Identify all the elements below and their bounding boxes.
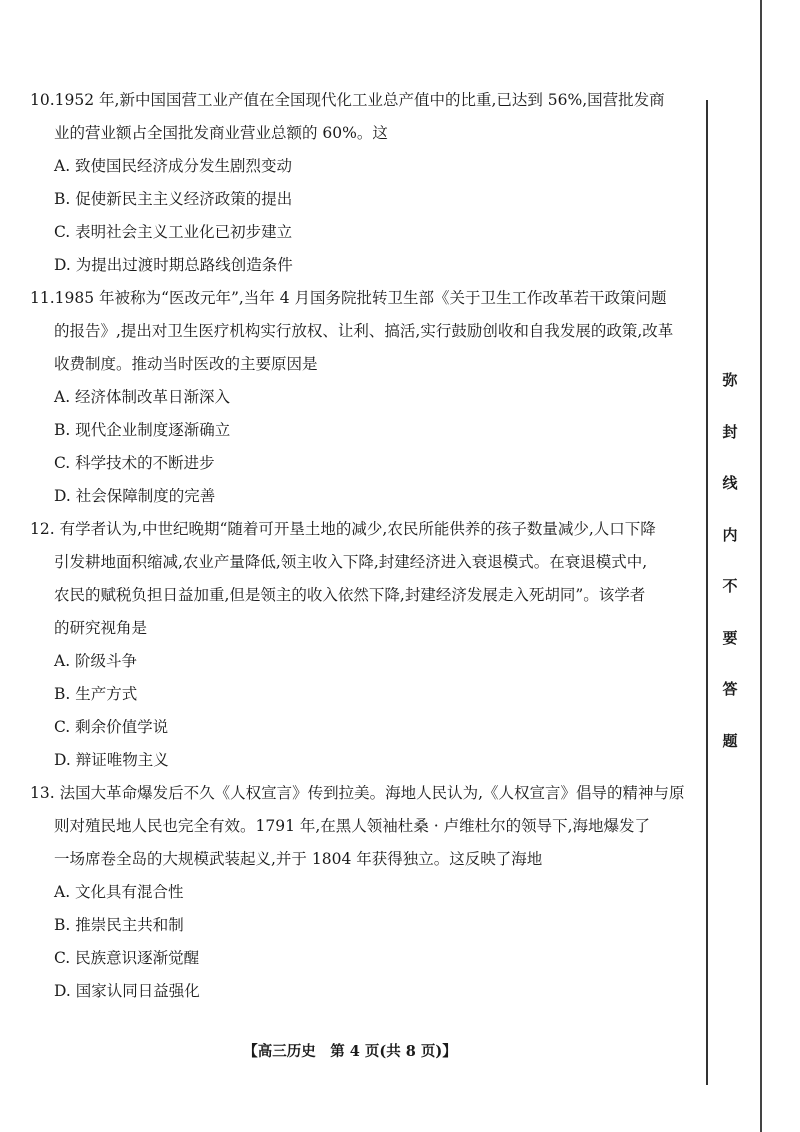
seal-char: 弥 [722,371,738,389]
seal-char: 不 [722,577,738,595]
seal-char: 答 [722,680,738,698]
seal-char: 题 [722,731,738,750]
option-c: C. 科学技术的不断进步 [54,454,215,472]
option-a: A. 经济体制改革日渐深入 [54,388,231,406]
stem-line: 则对殖民地人民也完全有效。1791 年,在黑人领袖杜桑 · 卢维杜尔的领导下,海地爆发了 [54,817,651,835]
option-b: B. 促使新民主主义经济政策的提出 [54,190,293,208]
option-a: A. 文化具有混合性 [54,883,184,901]
stem-line: 12. 有学者认为,中世纪晚期“随着可开垦土地的减少,农民所能供养的孩子数量减少,人口下降 [30,520,656,538]
page-edge-line [760,0,762,1132]
option-a: A. 阶级斗争 [54,652,138,670]
option-c: C. 表明社会主义工业化已初步建立 [54,223,293,241]
stem-line: 收费制度。推动当时医改的主要原因是 [54,355,318,373]
page-footer: 【高三历史 第 4 页(共 8 页)】 [243,1043,457,1060]
question-stem [30,777,690,876]
stem-line: 的研究视角是 [54,619,148,637]
option-c: C. 民族意识逐渐觉醒 [54,949,200,967]
question-11 [30,282,690,513]
option-a: A. 致使国民经济成分发生剧烈变动 [54,157,293,175]
option-d: D. 国家认同日益强化 [54,982,200,1000]
stem-line: 11.1985 年被称为“医改元年”,当年 4 月国务院批转卫生部《关于卫生工作改革若干政策问题 [30,289,667,307]
option-c: C. 剩余价值学说 [54,718,169,736]
question-stem [30,513,690,645]
stem-line: 13. 法国大革命爆发后不久《人权宣言》传到拉美。海地人民认为,《人权宣言》倡导的精神与原 [30,784,685,802]
option-d: D. 为提出过渡时期总路线创造条件 [54,256,293,274]
question-stem [30,84,690,150]
stem-line: 引发耕地面积缩减,农业产量降低,领主收入下降,封建经济进入衰退模式。在衰退模式中, [54,553,648,571]
option-d: D. 辩证唯物主义 [54,751,169,769]
option-d: D. 社会保障制度的完善 [54,487,216,505]
stem-line: 业的营业额占全国批发商业营业总额的 60%。这 [54,124,388,142]
seal-line-notice [708,372,752,784]
question-stem [30,282,690,381]
question-12 [30,513,690,777]
seal-char: 封 [722,422,738,441]
questions-area [30,84,690,1008]
option-b: B. 生产方式 [54,685,138,703]
stem-line: 一场席卷全岛的大规模武装起义,并于 1804 年获得独立。这反映了海地 [54,850,543,868]
question-13 [30,777,690,1008]
stem-line: 农民的赋税负担日益加重,但是领主的收入依然下降,封建经济发展走入死胡同”。该学者 [54,586,646,604]
seal-char: 要 [722,628,738,647]
stem-line: 10.1952 年,新中国国营工业产值在全国现代化工业总产值中的比重,已达到 56%,国营批发商 [30,91,665,109]
option-b: B. 现代企业制度逐渐确立 [54,421,231,439]
seal-char: 线 [722,474,738,492]
question-10 [30,84,690,282]
seal-char: 内 [722,525,738,544]
stem-line: 的报告》,提出对卫生医疗机构实行放权、让利、搞活,实行鼓励创收和自我发展的政策,改革 [54,322,674,340]
option-b: B. 推崇民主共和制 [54,916,184,934]
